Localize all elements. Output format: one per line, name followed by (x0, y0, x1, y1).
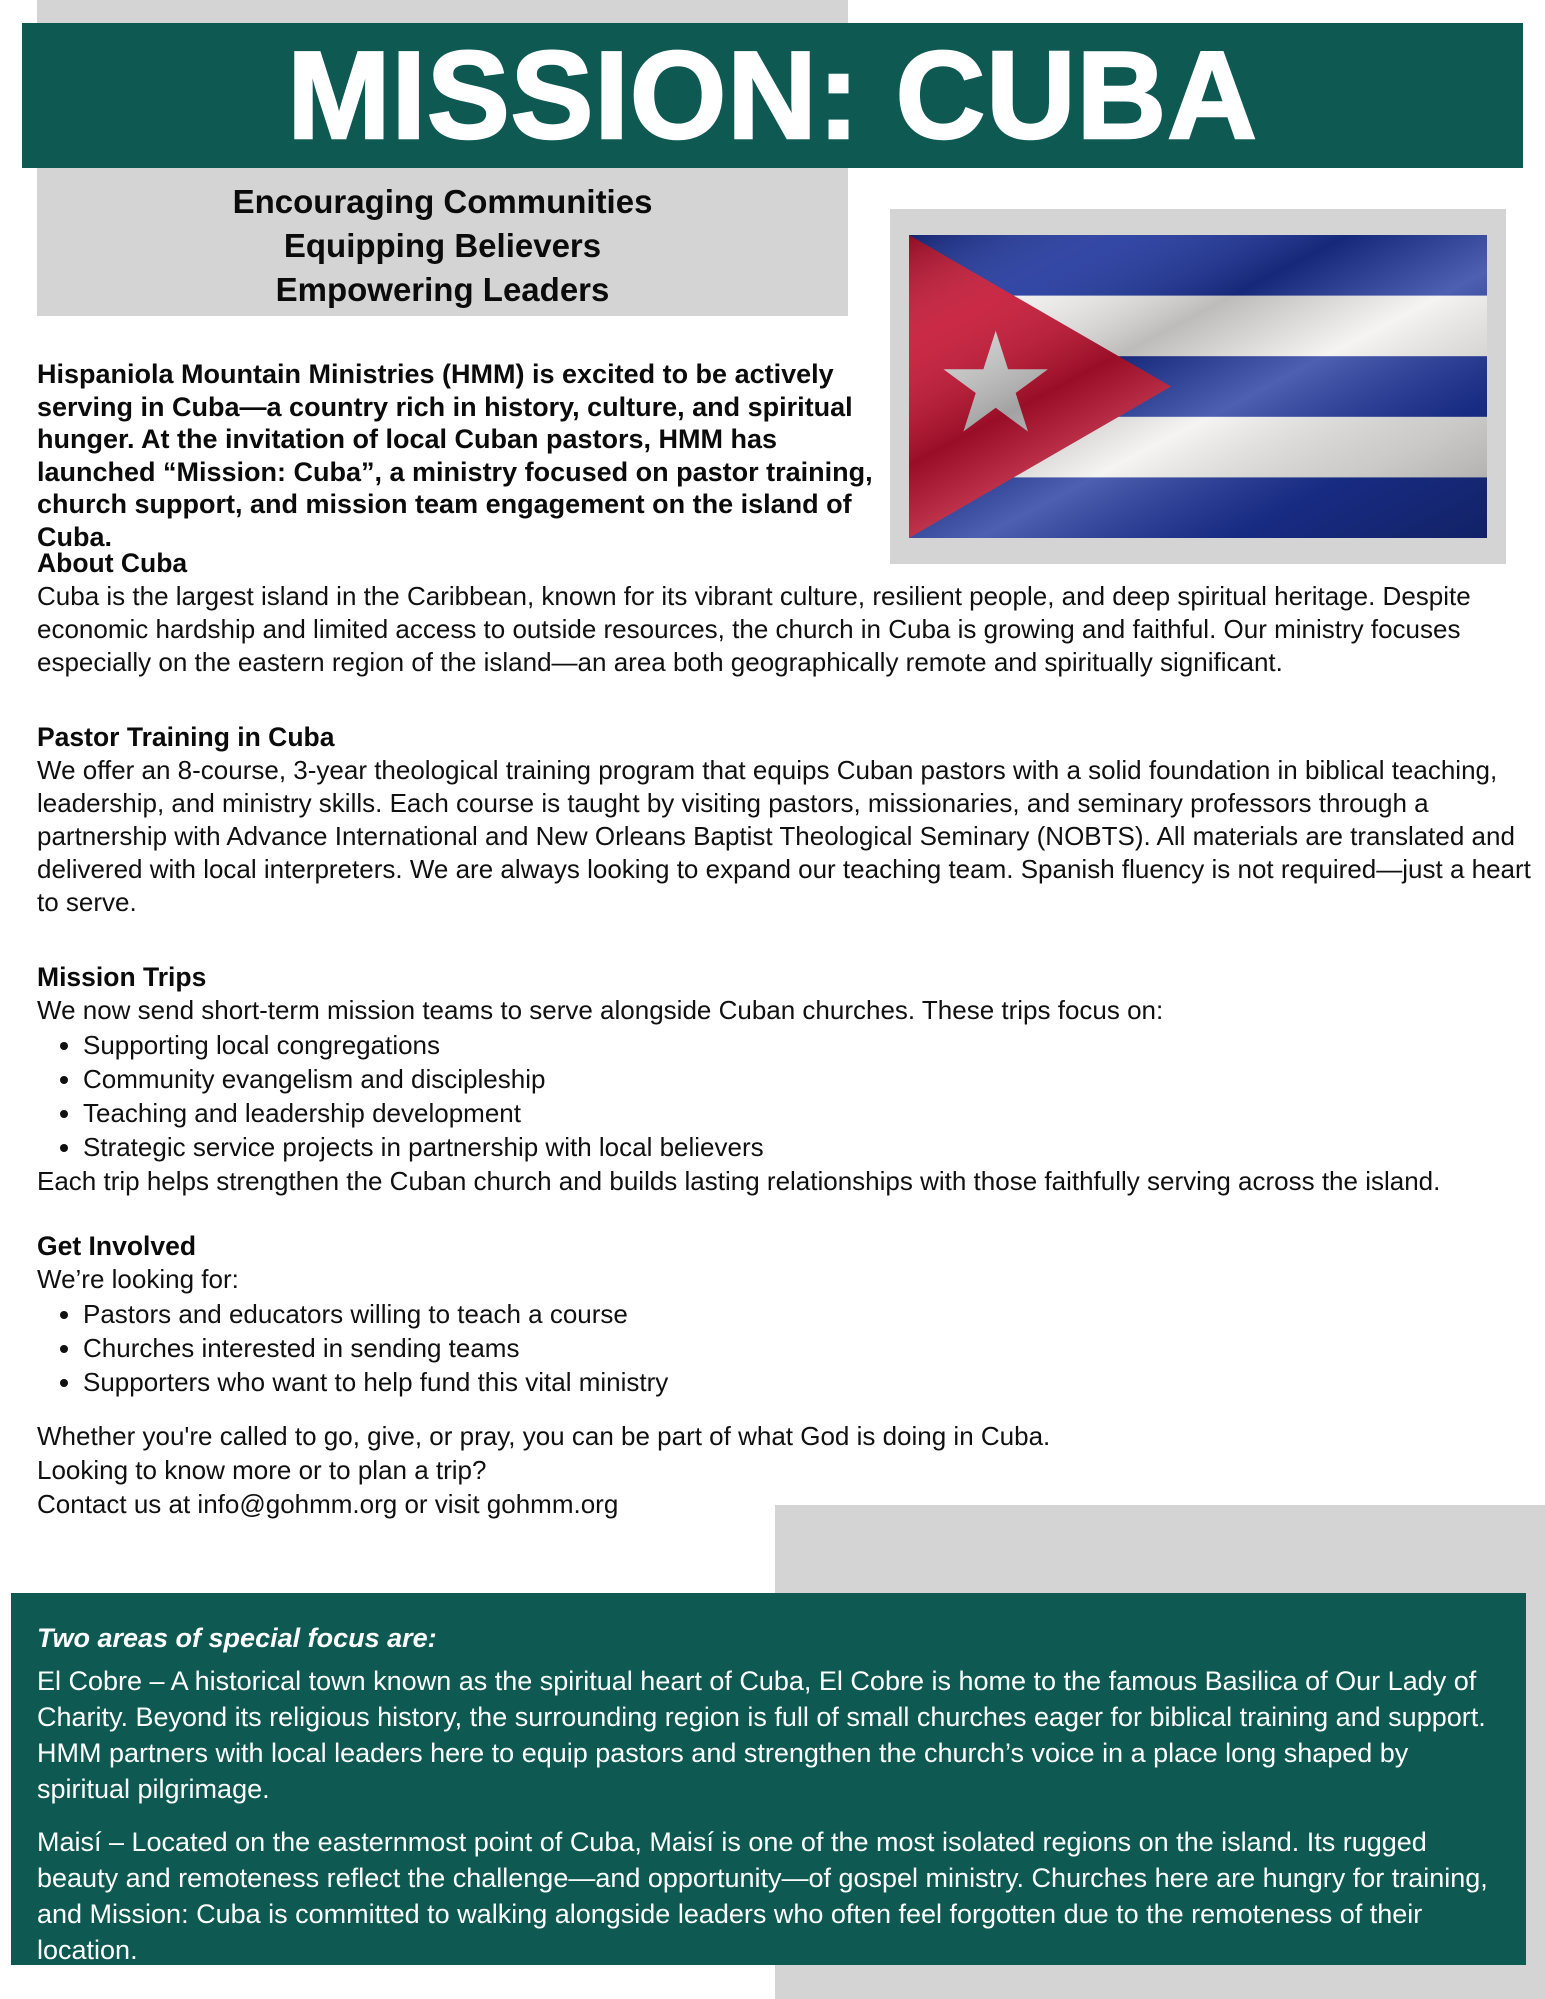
about-heading: About Cuba (37, 548, 188, 578)
about-body: Cuba is the largest island in the Caribbean, known for its vibrant culture, resilient people, and deep spiritual heritage. Despite economic hardship and limited access to outside resources, the church in Cuba is growing and faithful. Our ministry focuses especially on the eastern region of the island—an area both geographically remote and spiritually significant. (37, 581, 1471, 677)
list-item: • Community evangelism and discipleship (83, 1062, 1531, 1096)
tagline-block (37, 180, 848, 312)
flag-sheen-overlay (909, 235, 1487, 538)
tagline-line: Encouraging Communities (232, 183, 653, 220)
focus-paragraph-el-cobre: El Cobre – A historical town known as the spiritual heart of Cuba, El Cobre is home to the famous Basilica of Our Lady of Charity. Beyond its religious history, the surrounding region is full of small churches eager for biblical training and support. HMM partners with local leaders here to equip pastors and strengthen the church’s voice in a place long shaped by spiritual pilgrimage. (37, 1666, 1486, 1804)
title-banner (22, 23, 1523, 168)
focus-paragraph-maisi: Maisí – Located on the easternmost point of Cuba, Maisí is one of the most isolated regions on the island. Its rugged beauty and remoteness reflect the challenge—and opportunity—of gospel ministry. Churches here are hungry for training, and Mission: Cuba is committed to walking alongside leaders who often feel forgotten due to the remoteness of their location. (37, 1827, 1488, 1965)
special-focus-box (11, 1593, 1526, 1965)
intro-paragraph: Hispaniola Mountain Ministries (HMM) is excited to be actively serving in Cuba—a country rich in history, culture, and spiritual hunger. At the invitation of local Cuban pastors, HMM has launched “Mission: Cuba”, a ministry focused on pastor training, church support, and mission team engagement on the island of Cuba. (37, 359, 873, 552)
trips-lead: We now send short-term mission teams to serve alongside Cuban churches. These trips focus on: (37, 995, 1164, 1025)
involved-heading: Get Involved (37, 1231, 197, 1261)
trips-bullet-list (37, 1028, 1531, 1164)
tagline-line: Empowering Leaders (275, 271, 610, 308)
tagline-line: Equipping Believers (283, 227, 602, 264)
cuba-flag-image (909, 235, 1487, 538)
closing-line: Looking to know more or to plan a trip? (37, 1455, 487, 1485)
training-heading: Pastor Training in Cuba (37, 722, 335, 752)
focus-heading: Two areas of special focus are: (37, 1623, 437, 1653)
list-item: • Teaching and leadership development (83, 1096, 1531, 1130)
page-title: MISSION: CUBA (287, 26, 1258, 165)
training-body: We offer an 8-course, 3-year theological training program that equips Cuban pastors with a solid foundation in biblical teaching, leadership, and ministry skills. Each course is taught by visiting pastors, missionaries, and seminary professors through a partnership with Advance International and New Orleans Baptist Theological Seminary (NOBTS). All materials are translated and delivered with local interpreters. We are always looking to expand our teaching team. Spanish fluency is not required—just a heart to serve. (37, 755, 1531, 917)
involved-lead: We’re looking for: (37, 1264, 239, 1294)
list-item: • Supporting local congregations (83, 1028, 1531, 1062)
list-item: • Churches interested in sending teams (83, 1331, 1531, 1365)
closing-line: Whether you're called to go, give, or pray, you can be part of what God is doing in Cuba. (37, 1421, 1051, 1451)
contact-line: Contact us at info@gohmm.org or visit gohmm.org (37, 1489, 619, 1519)
list-item: • Strategic service projects in partnership with local believers (83, 1130, 1531, 1164)
involved-bullet-list (37, 1297, 1531, 1399)
main-content (37, 547, 1531, 1521)
flag-photo-panel (890, 209, 1506, 564)
trips-heading: Mission Trips (37, 962, 207, 992)
list-item: • Supporters who want to help fund this vital ministry (83, 1365, 1531, 1399)
trips-outro: Each trip helps strengthen the Cuban church and builds lasting relationships with those faithfully serving across the island. (37, 1166, 1441, 1196)
list-item: • Pastors and educators willing to teach a course (83, 1297, 1531, 1331)
